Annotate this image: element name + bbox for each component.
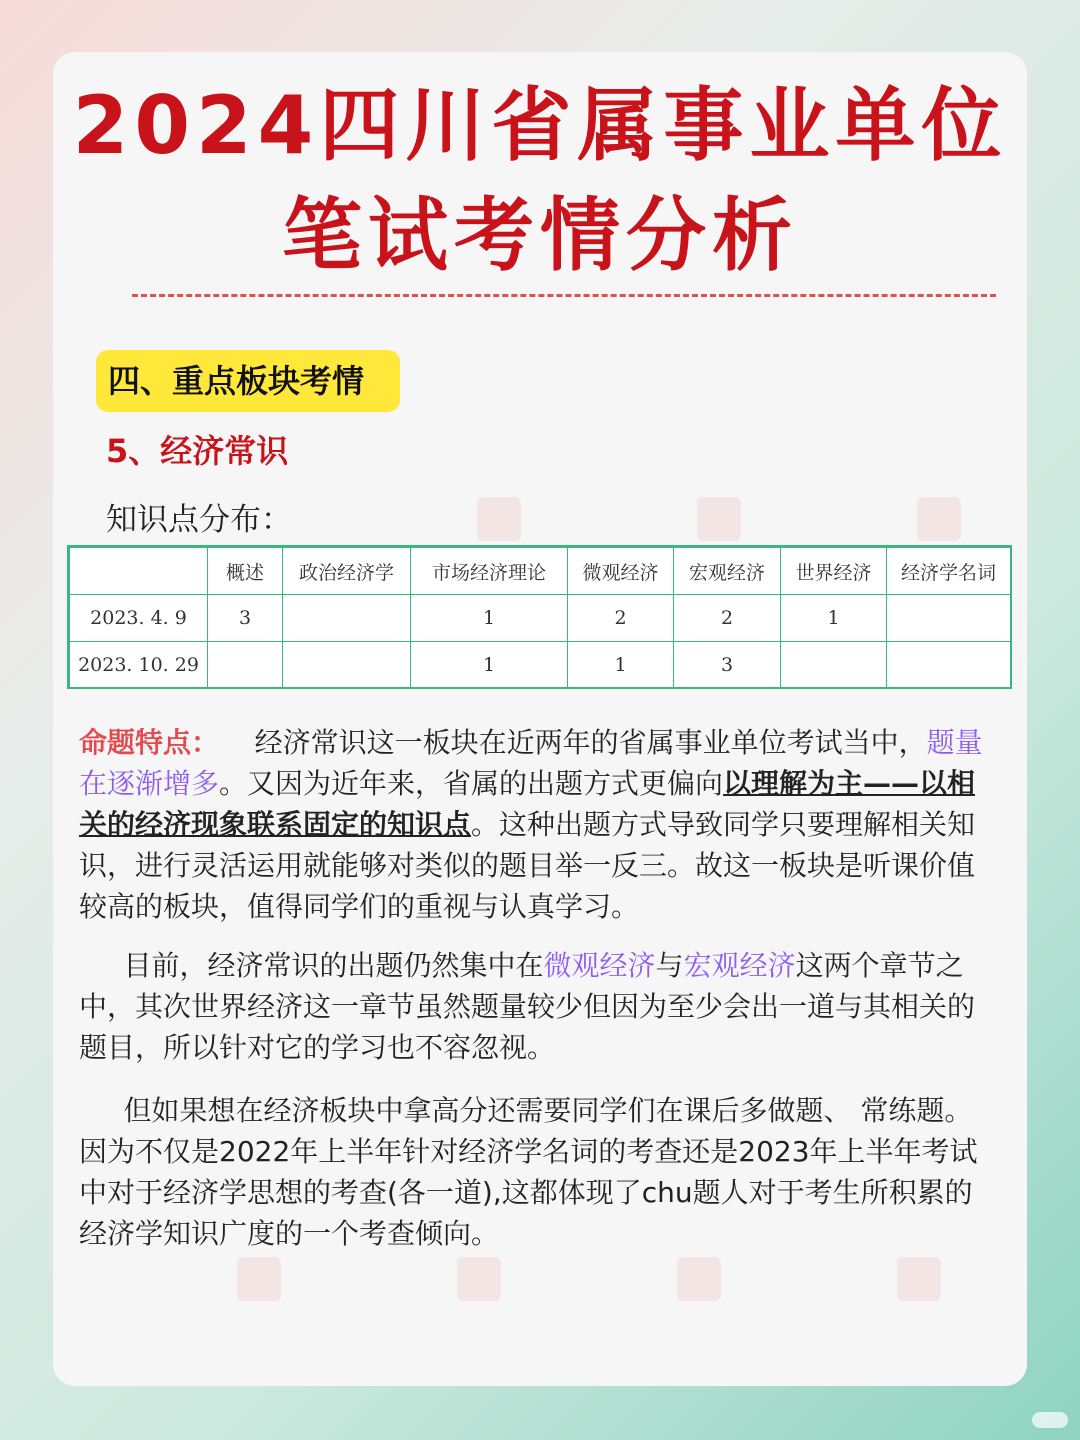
focus-text-c: 与 [655,949,684,982]
table-header-cell: 世界经济 [781,548,887,595]
table-header-cell: 微观经济 [568,548,674,595]
table-header-cell: 宏观经济 [674,548,781,595]
watermark-logo-icon [477,497,521,541]
table-header-cell: 概述 [208,548,283,595]
table-row [70,595,1011,642]
watermark-logo-icon [697,497,741,541]
table-cell: 2 [674,595,781,642]
feature-emphasis: 以理解为主——以相关的经济现象联系固定的知识点 [79,767,976,841]
knowledge-distribution-label: 知识点分布： [106,502,292,538]
table-cell [283,595,411,642]
table-cell: 2 [568,595,674,642]
table-header-cell: 政治经济学 [283,548,411,595]
feature-text-e: 。这种出题方式导致同学只要理解相关知识，进行灵活运用就能够对类似的题目举一反三。故这一板块是听课价值较高的板块，值得同学们的重视与认真学习。 [79,808,976,923]
distribution-table [67,545,1012,689]
table-cell [208,642,283,689]
feature-paragraph [79,722,991,927]
feature-lead: 命题特点： [79,726,220,759]
table-row [70,642,1011,689]
table-date-cell: 2023. 10. 29 [70,642,208,689]
table-cell [887,595,1011,642]
watermark-logo-icon [237,1257,281,1301]
section-subtitle: 5、经济常识 [106,432,289,470]
table-cell: 1 [411,642,568,689]
section-badge: 四、重点板块考情 [96,350,400,412]
table-date-cell: 2023. 4. 9 [70,595,208,642]
table-cell: 3 [674,642,781,689]
table-cell [887,642,1011,689]
focus-highlight-micro: 微观经济 [543,949,656,982]
watermark-logo-icon [917,497,961,541]
watermark-logo-icon [897,1257,941,1301]
table-cell: 3 [208,595,283,642]
focus-highlight-macro: 宏观经济 [683,949,796,982]
page-title-line2: 笔试考情分析 [282,189,798,282]
advice-paragraph [79,1090,991,1254]
table-header-row [70,548,1011,595]
feature-highlight: 题量在逐渐增多 [79,726,983,800]
table-cell [781,642,887,689]
table-header-cell: 市场经济理论 [411,548,568,595]
watermark-logo-icon [677,1257,721,1301]
page-title-line1: 2024四川省属事业单位 [72,79,1008,172]
table-cell: 1 [411,595,568,642]
table-cell: 1 [568,642,674,689]
table-cell [283,642,411,689]
table-header-cell [70,548,208,595]
feature-text-c: 。又因为近年来，省属的出题方式更偏向 [219,767,724,800]
watermark-logo-icon [457,1257,501,1301]
focus-text-a: 目前，经济常识的出题仍然集中在 [123,949,544,982]
table-header-cell: 经济学名词 [887,548,1011,595]
focus-text-e: 这两个章节之中，其次世界经济这一章节虽然题量较少但因为至少会出一道与其相关的题目，所以针对它的学习也不容忽视。 [79,949,976,1064]
feature-text-a: 经济常识这一板块在近两年的省属事业单位考试当中， [254,726,927,759]
advice-text: 但如果想在经济板块中拿高分还需要同学们在课后多做题、 常练题。因为不仅是2022年上半年针对经济学名词的考查还是2023年上半年考试中对于经济学思想的考查(各一道),这都体现了chu题人对于考生所积累的经济学知识广度的一个考查倾向。 [79,1094,978,1250]
focus-paragraph [79,945,991,1068]
corner-mark [1032,1412,1068,1428]
table-cell: 1 [781,595,887,642]
title-divider [132,294,996,297]
